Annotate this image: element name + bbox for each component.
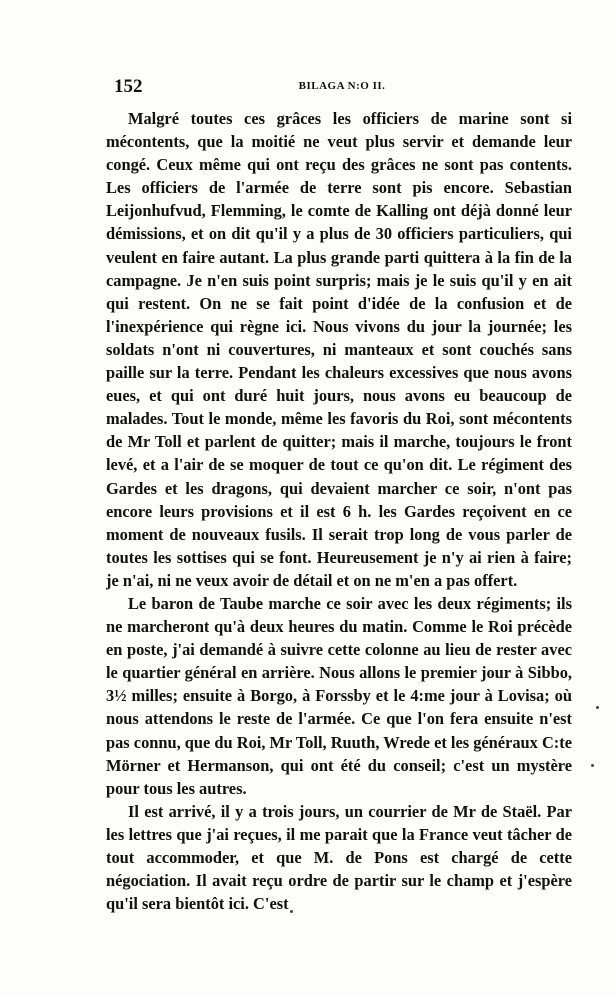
margin-speck xyxy=(591,764,594,767)
page-header xyxy=(114,76,570,100)
paragraph-3: Il est arrivé, il y a trois jours, un courrier de Mr de Staël. Par les lettres que j'ai reçues, il me parait que la France veut tâcher de tout accommoder, et que M. de Pons est chargé de cette négociation. Il avait reçu ordre de partir sur le champ et j'espère qu'il sera bientôt ici. C'est xyxy=(106,801,572,914)
margin-speck xyxy=(596,706,599,709)
paragraph-1: Malgré toutes ces grâces les officiers de marine sont si mécontents, que la moitié ne veut plus servir et demande leur congé. Ceux même qui ont reçu des grâces ne sont pas contents. Les officiers de l'armée de terre sont pis encore. Sebastian Leijonhufvud, Flemming, le comte de Kalling ont déjà donné leur démissions, et on dit qu'il y a plus de 30 officiers particuliers, qui veulent en faire autant. La plus grande parti quittera à la fin de la campagne. Je n'en suis point surpris; mais je le suis qu'il y en ait qui restent. On ne se fait point d'idée de la confusion et de l'inexpérience qui règne ici. Nous vivons du jour la journée; les soldats n'ont ni couvertures, ni manteaux et sont couchés sans paille sur la terre. Pendant les chaleurs excessives que nous avons eues, et qui ont duré huit jours, nous avons eu beaucoup de malades. Tout le monde, même les favoris du Roi, sont mécontents de Mr Toll et parlent de quitter; mais il marche, toujours le front levé, et a l'air de se moquer de tout ce qu'on dit. Le régiment des Gardes et les dragons, qui devaient marcher ce soir, n'ont pas encore leurs provisions et il est 6 h. les Gardes reçoivent en ce moment de nouveaux fusils. Il serait trop long de vous parler de toutes les sottises qui se font. Heureusement je n'y ai rien à faire; je n'ai, ni ne veux avoir de détail et on ne m'en a pas offert. xyxy=(106,109,572,590)
body-text xyxy=(106,107,572,915)
running-head: BILAGA N:O II. xyxy=(298,80,386,92)
page-speck xyxy=(290,910,293,913)
page-number: 152 xyxy=(114,76,143,97)
paragraph-2: Le baron de Taube marche ce soir avec les deux régiments; ils ne marcheront qu'à deux heures du matin. Comme le Roi précède en poste, j'ai demandé à suivre cette colonne au lieu de rester avec le quartier général en arrière. Nous allons le premier jour à Sibbo, 3½ milles; ensuite à Borgo, à Forssby et le 4:me jour à Lovisa; où nous attendons le reste de l'armée. Ce que l'on fera ensuite n'est pas connu, que du Roi, Mr Toll, Ruuth, Wrede et les généraux C:te Mörner et Hermanson, qui ont été du conseil; c'est un mystère pour tous les autres. xyxy=(106,593,572,798)
